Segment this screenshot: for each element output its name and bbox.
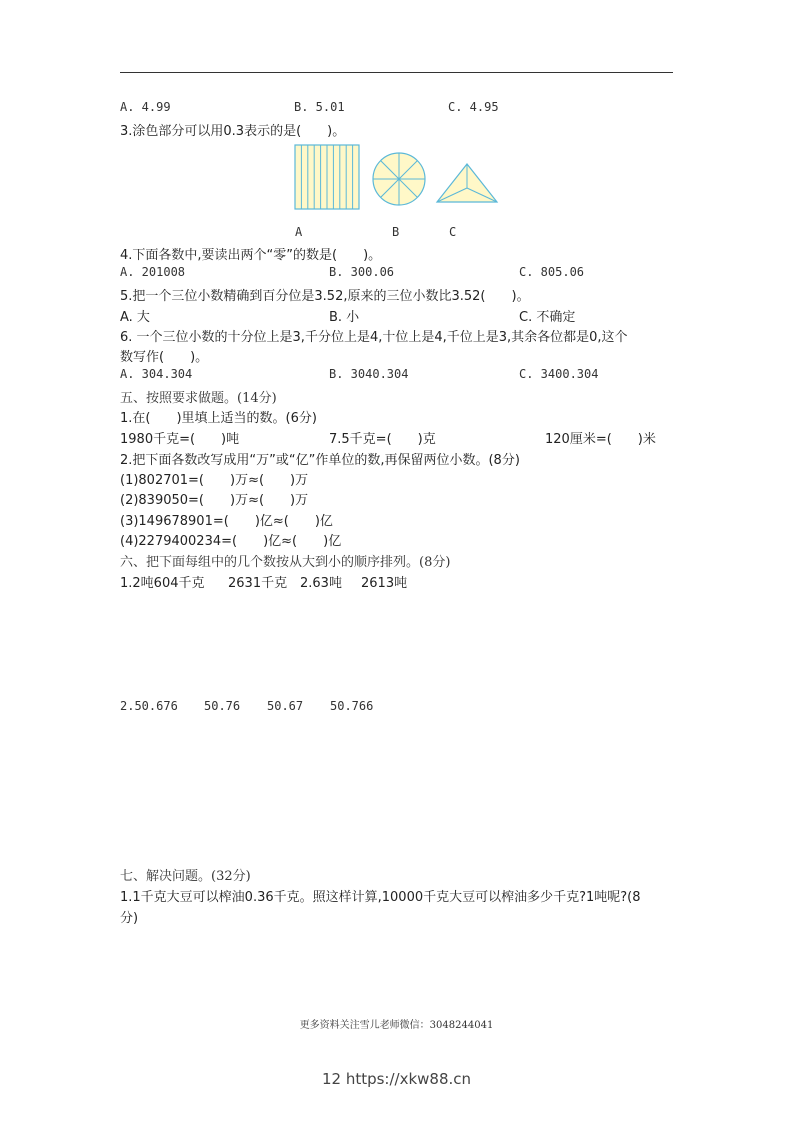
conversion-item-3: 120厘米=( )米 [545,432,656,447]
q6-option-b: B. 3040.304 [329,367,409,381]
q6-stem-line2: 数写作( )。 [120,350,209,365]
figure-c-triangle-model [437,164,497,202]
q4-option-a: A. 201008 [120,265,186,279]
group2-value-1: 2.50.676 [120,699,178,713]
q4-option-c: C. 805.06 [519,265,585,279]
q6-stem-line1: 6. 一个三位小数的十分位上是3,千分位上是4,十位上是4,千位上是3,其余各位都是0,这个 [120,330,628,345]
group1-value-1: 1.2吨604千克 [120,576,205,591]
section7-title: 七、解决问题。(32分) [120,869,251,884]
group2-value-2: 50.76 [204,699,241,713]
rewrite-item-2: (2)839050=( )万≈( )万 [120,493,309,508]
q3-figures [290,140,502,215]
rewrite-item-1: (1)802701=( )万≈( )万 [120,473,309,488]
group1-value-3: 2.63吨 [300,576,342,591]
conversion-item-2: 7.5千克=( )克 [329,432,436,447]
header-rule [120,72,673,73]
q5-option-c: C. 不确定 [519,310,576,325]
page-footer: 12 https://xkw88.cn [321,1070,472,1088]
group1-value-2: 2631千克 [228,576,288,591]
figure-c-label: C [449,225,457,239]
group2-value-4: 50.766 [330,699,374,713]
figure-a-bar-model [295,145,359,209]
conversion-item-1: 1980千克=( )吨 [120,432,240,447]
section7-problem1-line1: 1.1千克大豆可以榨油0.36千克。照这样计算,10000千克大豆可以榨油多少千克?1吨呢?(8 [120,890,641,905]
q2-option-c: C. 4.95 [448,100,499,114]
q3-stem: 3.涂色部分可以用0.3表示的是( )。 [120,124,346,139]
q4-stem: 4.下面各数中,要读出两个“零”的数是( )。 [120,248,382,263]
q6-option-c: C. 3400.304 [519,367,599,381]
q2-option-a: A. 4.99 [120,100,171,114]
group1-value-4: 2613吨 [361,576,408,591]
section5-part1-title: 1.在( )里填上适当的数。(6分) [120,411,317,426]
rewrite-item-4: (4)2279400234=( )亿≈( )亿 [120,534,342,549]
section5-title: 五、按照要求做题。(14分) [120,391,277,406]
figure-b-circle-model [373,153,425,205]
figure-b-label: B [392,225,400,239]
section6-title: 六、把下面每组中的几个数按从大到小的顺序排列。(8分) [120,555,451,570]
footer-note: 更多资料关注雪儿老师微信：3048244041 [299,1020,494,1031]
q5-stem: 5.把一个三位小数精确到百分位是3.52,原来的三位小数比3.52( )。 [120,289,530,304]
q2-option-b: B. 5.01 [294,100,345,114]
section7-problem1-line2: 分) [120,911,139,926]
q6-option-a: A. 304.304 [120,367,193,381]
rewrite-item-3: (3)149678901=( )亿≈( )亿 [120,514,333,529]
q5-option-b: B. 小 [329,310,360,325]
q5-option-a: A. 大 [120,310,150,325]
section5-part2-title: 2.把下面各数改写成用“万”或“亿”作单位的数,再保留两位小数。(8分) [120,453,520,468]
figure-a-label: A [295,225,303,239]
q4-option-b: B. 300.06 [329,265,395,279]
group2-value-3: 50.67 [267,699,304,713]
